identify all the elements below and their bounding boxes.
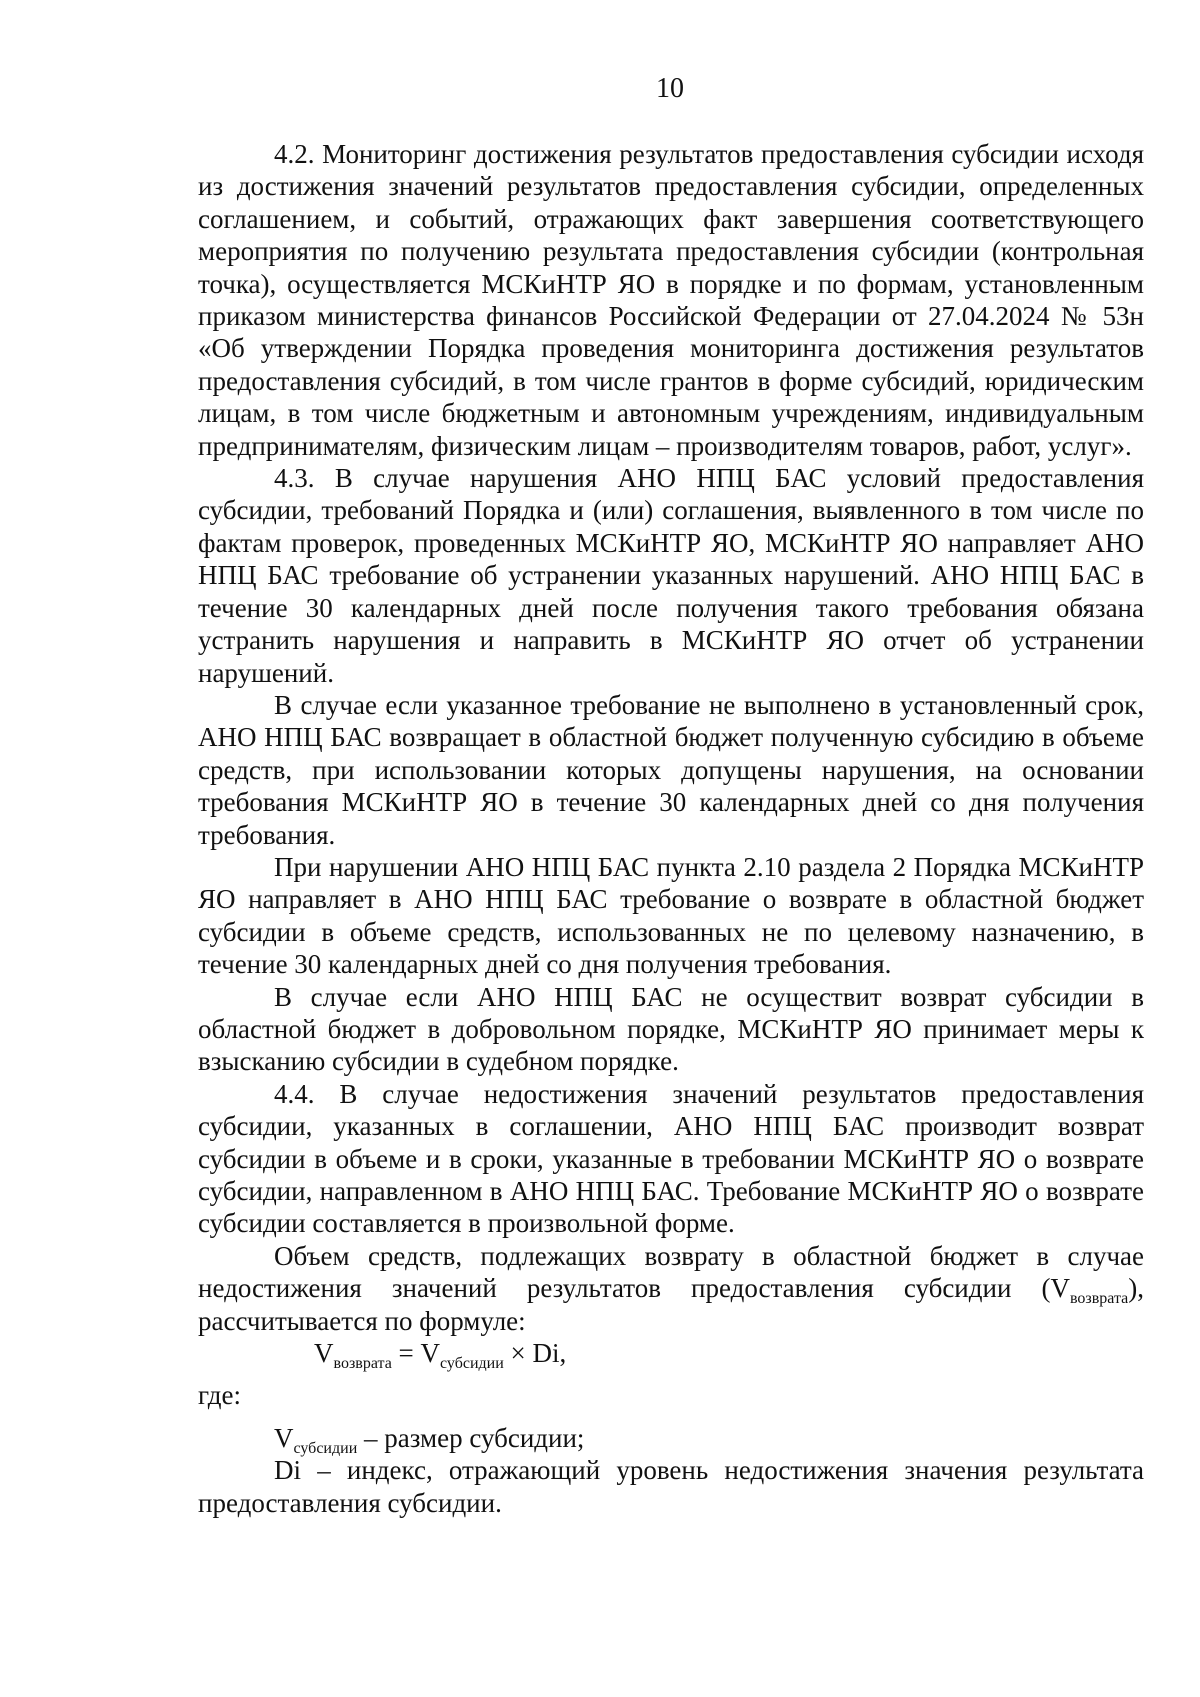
definition-v-subscript: субсидии <box>293 1439 358 1457</box>
formula-sub-subsidy: субсидии <box>440 1355 504 1373</box>
definition-di: Di – индекс, отражающий уровень недостижения значения результата предоставления субсидии. <box>198 1455 1144 1518</box>
page-number: 10 <box>656 73 684 104</box>
formula-sub-return: возврата <box>333 1355 392 1373</box>
paragraph-4-4: 4.4. В случае недостижения значений результатов предоставления субсидии, указанных в соглашении, АНО НПЦ БАС производит возврат субсидии в объеме и в сроки, указанные в требовании МСКиНТР ЯО о возврате субсидии, направленном в АНО НПЦ БАС. Требование МСКиНТР ЯО о возврате субсидии составляется в произвольной форме. <box>198 1078 1144 1239</box>
paragraph-4-2: 4.2. Мониторинг достижения результатов предоставления субсидии исходя из достижения значений результатов предоставления субсидии, определенных соглашением, и событий, отражающих факт завершения соответствующего мероприятия по получению результата предоставления субсидии (контрольная точка), осуществляется МСКиНТР ЯО в порядке и по формам, установленным приказом министерства финансов Российской Федерации от 27.04.2024 № 53н «Об утверждении Порядка проведения мониторинга достижения результатов предоставления субсидий, в том числе грантов в форме субсидий, юридическим лицам, в том числе бюджетным и автономным учреждениям, индивидуальным предпринимателям, физическим лицам – производителям товаров, работ, услуг». <box>198 139 1144 461</box>
paragraph-4-3: 4.3. В случае нарушения АНО НПЦ БАС условий предоставления субсидии, требований Порядка и (или) соглашения, выявленного в том числе по фактам проверок, проведенных МСКиНТР ЯО, МСКиНТР ЯО направляет АНО НПЦ БАС требование об устранении указанных нарушений. АНО НПЦ БАС в течение 30 календарных дней после получения такого требования обязана устранить нарушения и направить в МСКиНТР ЯО отчет об устранении нарушений. <box>198 463 1144 688</box>
definition-v-text: – размер субсидии; <box>357 1422 585 1453</box>
paragraph-4-3-court: В случае если АНО НПЦ БАС не осуществит возврат субсидии в областной бюджет в добровольном порядке, МСКиНТР ЯО принимает меры к взысканию субсидии в судебном порядке. <box>198 981 1144 1077</box>
paragraph-4-3-failure: В случае если указанное требование не выполнено в установленный срок, АНО НПЦ БАС возвращает в областной бюджет полученную субсидию в объеме средств, при использовании которых допущены нарушения, на основании требования МСКиНТР ЯО в течение 30 календарных дней со дня получения требования. <box>198 689 1144 850</box>
document-body <box>198 138 1144 1519</box>
definition-v: V <box>274 1422 294 1453</box>
formula-rest: × Di, <box>503 1338 567 1369</box>
paragraph-4-3-misuse: При нарушении АНО НПЦ БАС пункта 2.10 раздела 2 Порядка МСКиНТР ЯО направляет в АНО НПЦ БАС требование о возврате в областной бюджет субсидии в объеме средств, использованных не по целевому назначению, в течение 30 календарных дней со дня получения требования. <box>198 851 1144 980</box>
formula <box>198 1337 1144 1373</box>
paragraph-return-volume <box>198 1240 1144 1337</box>
formula-equals: = V <box>391 1338 441 1369</box>
definition-v-subsidy <box>198 1422 1144 1457</box>
paragraph-return-volume-text: Объем средств, подлежащих возврату в областной бюджет в случае недостижения значений результатов предоставления субсидии (V <box>198 1240 1144 1304</box>
where-label: где: <box>198 1380 241 1411</box>
formula-v-return: V <box>314 1338 334 1369</box>
paragraph-return-volume-end: ), рассчитывается по формуле: <box>198 1273 1144 1336</box>
v-return-subscript: возврата <box>1069 1290 1129 1308</box>
